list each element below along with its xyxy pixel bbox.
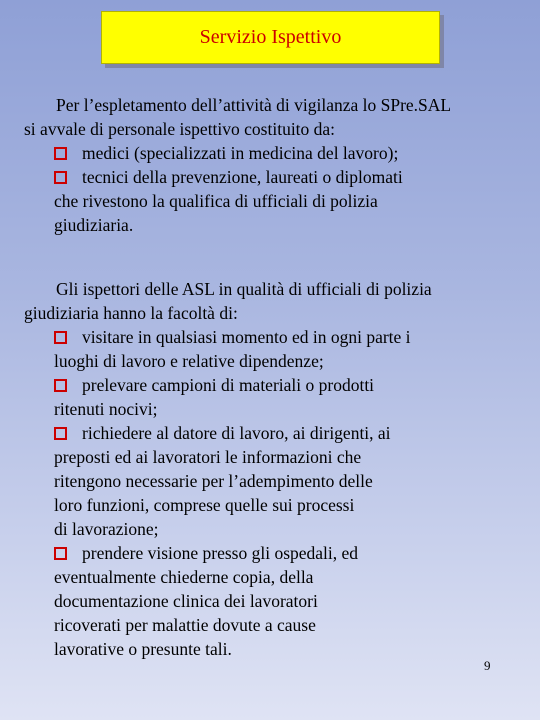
text-line: si avvale di personale ispettivo costituito da: xyxy=(24,119,336,139)
list-item-continuation: ritenuti nocivi; xyxy=(54,399,158,419)
list-item-continuation: preposti ed ai lavoratori le informazioni che xyxy=(54,447,362,467)
list-item xyxy=(24,325,432,349)
list-item-text: visitare in qualsiasi momento ed in ogni parte i xyxy=(82,327,411,347)
list-item-text: richiedere al datore di lavoro, ai dirigenti, ai xyxy=(82,423,391,443)
list-item-continuation: luoghi di lavoro e relative dipendenze; xyxy=(54,351,324,371)
list-item xyxy=(24,541,432,565)
list-item-continuation: documentazione clinica dei lavoratori xyxy=(54,591,318,611)
list-item-text: medici (specializzati in medicina del lavoro); xyxy=(82,143,399,163)
text-line: Gli ispettori delle ASL in qualità di ufficiali di polizia xyxy=(56,279,432,299)
list-item xyxy=(24,165,451,189)
list-item-continuation: di lavorazione; xyxy=(54,519,159,539)
list-item-continuation: che rivestono la qualifica di ufficiali di polizia xyxy=(54,191,378,211)
list-item-text: prendere visione presso gli ospedali, ed xyxy=(82,543,359,563)
list-item-continuation: giudiziaria. xyxy=(54,215,134,235)
page-title: Servizio Ispettivo xyxy=(199,26,342,48)
list-item-continuation: loro funzioni, comprese quelle sui processi xyxy=(54,495,355,515)
list-item xyxy=(24,141,451,165)
hollow-square-bullet-icon xyxy=(54,171,67,184)
hollow-square-bullet-icon xyxy=(54,379,67,392)
list-item-continuation: eventualmente chiederne copia, della xyxy=(54,567,314,587)
hollow-square-bullet-icon xyxy=(54,427,67,440)
list-item xyxy=(24,373,432,397)
list-item-text: prelevare campioni di materiali o prodotti xyxy=(82,375,375,395)
list-item-text: tecnici della prevenzione, laureati o diplomati xyxy=(82,167,403,187)
list-item-continuation: ritengono necessarie per l’adempimento delle xyxy=(54,471,373,491)
hollow-square-bullet-icon xyxy=(54,547,67,560)
text-line: Per l’espletamento dell’attività di vigilanza lo SPre.SAL xyxy=(56,95,452,115)
hollow-square-bullet-icon xyxy=(54,331,67,344)
title-box xyxy=(101,11,440,64)
list-item xyxy=(24,421,432,445)
hollow-square-bullet-icon xyxy=(54,147,67,160)
intro-paragraph xyxy=(24,93,451,237)
list-item-continuation: ricoverati per malattie dovute a cause xyxy=(54,615,316,635)
list-item-continuation: lavorative o presunte tali. xyxy=(54,639,232,659)
powers-paragraph xyxy=(24,277,432,661)
page-number: 9 xyxy=(484,658,491,673)
text-line: giudiziaria hanno la facoltà di: xyxy=(24,303,238,323)
